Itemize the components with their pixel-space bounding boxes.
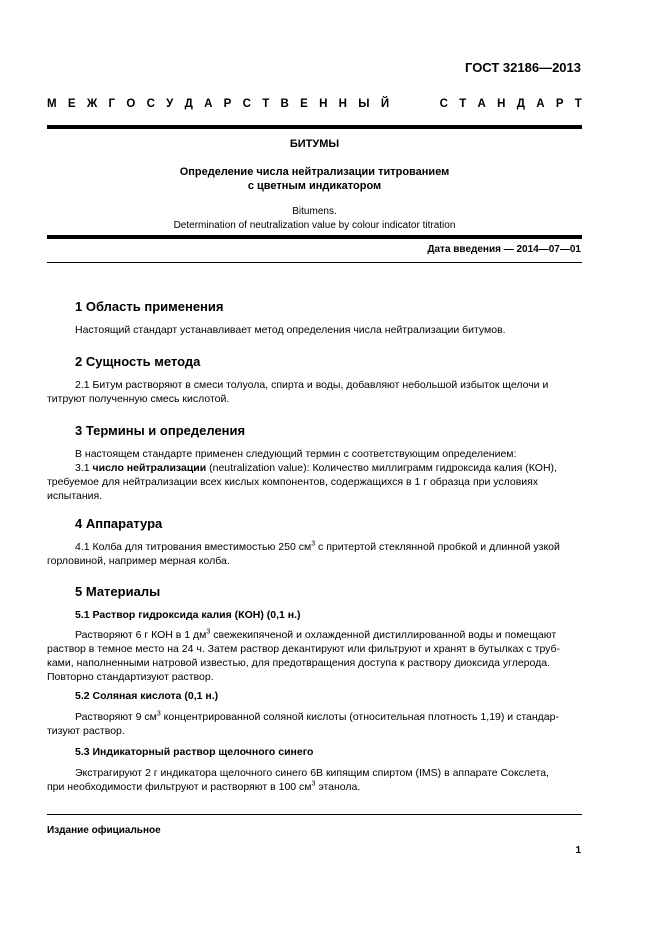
s53-line-2a: при необходимости фильтруют и растворяют в 100 см: [47, 781, 312, 793]
top-thick-rule: [47, 125, 582, 129]
superscript-3: 3: [311, 780, 316, 788]
superscript-3: 3: [206, 628, 211, 636]
heading-letter: Е: [67, 98, 76, 110]
section-2-line-2: титруют полученную смесь кислотой.: [47, 393, 230, 405]
date-rule: [47, 262, 582, 263]
section-5-title: 5 Материалы: [75, 584, 161, 599]
section-1-title: 1 Область применения: [75, 299, 224, 314]
section-2-line-1: 2.1 Битум растворяют в смеси толуола, спирта и воды, добавляют небольшой избыток щелочи и: [75, 379, 549, 391]
page-number: 1: [575, 845, 581, 856]
s51-line-2: раствор в темное место на 24 ч. Затем раствор декантируют или фильтруют и хранят в бутылках с труб-: [47, 643, 561, 655]
heading-letter: Н: [338, 98, 347, 110]
s51-line-3: ками, наполненными натровой известью, для предотвращения доступа к раствору диоксида углерода.: [47, 657, 551, 669]
english-title-line-2: Determination of neutralization value by colour indicator titration: [173, 220, 456, 231]
heading-letter: Н: [497, 98, 506, 110]
doc-title: БИТУМЫ: [289, 138, 340, 150]
introduction-date: Дата введения — 2014—07—01: [427, 244, 581, 255]
heading-letter: Т: [574, 98, 582, 110]
standard-code: ГОСТ 32186—2013: [465, 60, 581, 75]
s52-line-2: тизуют раствор.: [47, 725, 125, 737]
footer-rule: [47, 814, 582, 815]
heading-letter: А: [204, 98, 213, 110]
heading-letter: Ы: [358, 98, 370, 110]
official-edition-note: Издание официальное: [47, 825, 161, 836]
s53-line-2: [47, 780, 582, 794]
section-4-text: [47, 540, 582, 568]
heading-letter: Й: [380, 98, 390, 110]
heading-letter: Д: [184, 98, 193, 110]
definition-number: 3.1: [75, 462, 93, 474]
s51-line-1b: свежекипяченой и охлажденной дистиллированной воды и помещают: [210, 629, 557, 641]
heading-letter: Е: [300, 98, 308, 110]
subsection-5-1-title: 5.1 Раствор гидроксида калия (КОН) (0,1 н.): [75, 609, 301, 621]
heading-letter: С: [146, 98, 155, 110]
heading-letter: Ж: [86, 98, 98, 110]
s53-line-2b: этанола.: [315, 781, 361, 793]
heading-letter: У: [166, 98, 174, 110]
s51-line-4: Повторно стандартизуют раствор.: [47, 671, 214, 683]
heading-letter: С: [439, 98, 448, 110]
section-3-title: 3 Термины и определения: [75, 423, 246, 438]
subtitle-line-2: с цветным индикатором: [247, 180, 382, 192]
section-2-text: [47, 378, 582, 406]
subsection-5-1-text: [47, 628, 582, 684]
s52-line-1a: Растворяют 9 см: [75, 711, 157, 723]
definition-line-1-rest: (neutralization value): Количество миллиграмм гидроксида калия (КОН),: [206, 462, 557, 474]
english-title: [47, 205, 582, 233]
section-1-text: Настоящий стандарт устанавливает метод определения числа нейтрализации битумов.: [75, 324, 506, 336]
heading-letter: М: [47, 98, 57, 110]
heading-letter: А: [536, 98, 545, 110]
superscript-3: 3: [156, 710, 161, 718]
heading-letter: Д: [516, 98, 525, 110]
section-4-title: 4 Аппаратура: [75, 516, 163, 531]
heading-letter: Р: [555, 98, 564, 110]
heading-letter: А: [477, 98, 486, 110]
subsection-5-3-text: [47, 766, 582, 794]
s51-line-1a: Растворяют 6 г КОН в 1 дм: [75, 629, 207, 641]
heading-letter: О: [126, 98, 136, 110]
section-4-line-2: горловиной, например мерная колба.: [47, 555, 230, 567]
superscript-3: 3: [311, 540, 316, 548]
heading-letter: В: [280, 98, 289, 110]
heading-letter: Г: [108, 98, 116, 110]
english-title-line-1: Bitumens.: [292, 206, 337, 217]
doc-subtitle: [47, 165, 582, 193]
heading-letter: Р: [223, 98, 232, 110]
heading-letter: С: [242, 98, 251, 110]
bottom-thick-rule: [47, 235, 582, 239]
heading-letter: Т: [262, 98, 270, 110]
subsection-5-2-text: [47, 710, 582, 738]
heading-letter: Т: [459, 98, 467, 110]
subtitle-line-1: Определение числа нейтрализации титрованием: [179, 166, 450, 178]
heading-word-gap: [400, 98, 428, 110]
section-2-title: 2 Сущность метода: [75, 354, 201, 369]
defined-term: число нейтрализации: [92, 462, 207, 474]
subsection-5-3-title: 5.3 Индикаторный раствор щелочного синего: [75, 746, 314, 758]
section-3-intro: В настоящем стандарте применен следующий термин с соответствующим определением:: [75, 448, 517, 460]
section-4-line-1a: 4.1 Колба для титрования вместимостью 250 см: [75, 541, 312, 553]
heading-letter: Н: [319, 98, 328, 110]
section-4-line-1b: с притертой стеклянной пробкой и длинной узкой: [315, 541, 560, 553]
subsection-5-2-title: 5.2 Соляная кислота (0,1 н.): [75, 690, 219, 702]
definition-line-2: требуемое для нейтрализации всех кислых компонентов, содержащихся в 1 г образца при условиях: [47, 476, 539, 488]
interstate-standard-heading: [47, 98, 582, 110]
s52-line-1b: концентрированной соляной кислоты (относительная плотность 1,19) и стандар-: [160, 711, 559, 723]
section-3-definition: [47, 461, 582, 503]
definition-line-3: испытания.: [47, 490, 103, 502]
s53-line-1: Экстрагируют 2 г индикатора щелочного синего 6В кипящим спиртом (IMS) в аппарате Сокслета,: [75, 767, 549, 779]
